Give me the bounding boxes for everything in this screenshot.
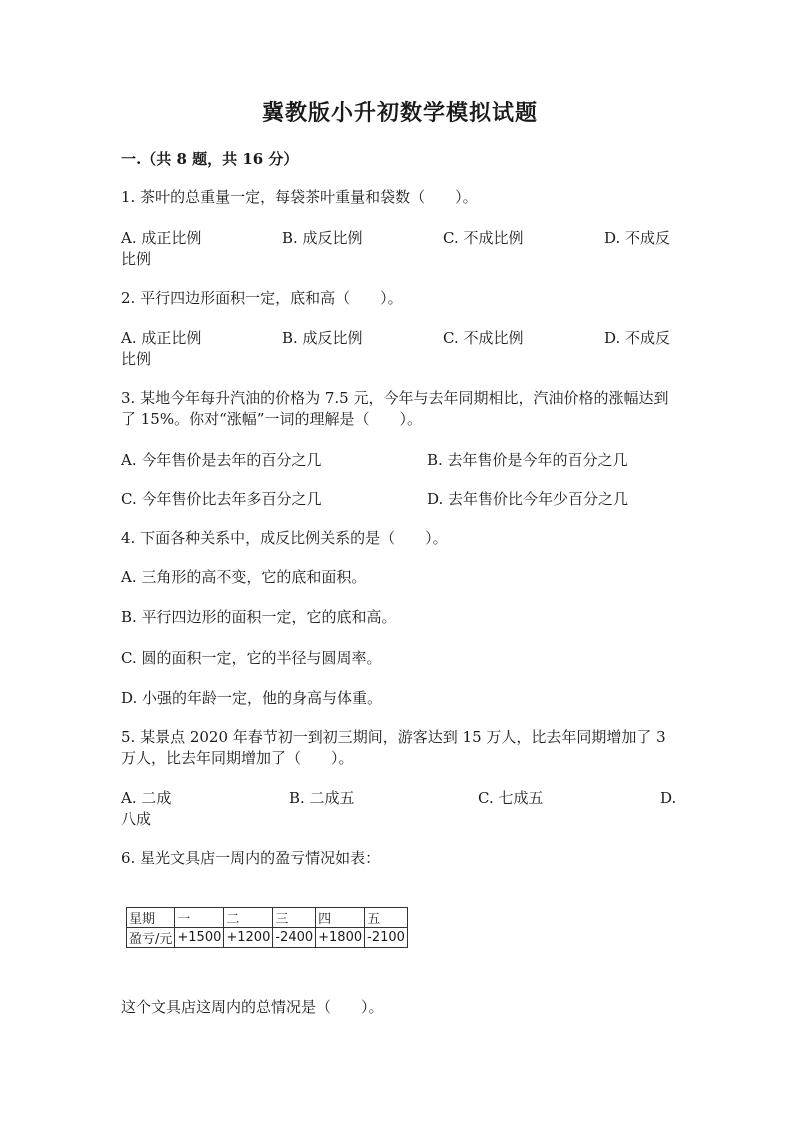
table-header-cell: 二 xyxy=(224,908,273,928)
page-title: 冀教版小升初数学模拟试题 xyxy=(261,100,538,126)
profit-loss-table xyxy=(126,907,408,948)
question-4-option-a[interactable]: A. 三角形的高不变，它的底和面积。 xyxy=(121,568,367,586)
table-row xyxy=(127,928,408,948)
question-2-option-d-wrap: 比例 xyxy=(121,350,152,368)
question-2-option-c[interactable]: C. 不成比例 xyxy=(443,329,524,347)
question-6-stem: 6. 星光文具店一周内的盈亏情况如表： xyxy=(121,849,381,867)
table-header-cell: 三 xyxy=(273,908,316,928)
section-header: 一.（共 8 题，共 16 分） xyxy=(121,150,299,168)
question-6-follow-up: 这个文具店这周内的总情况是（ ）。 xyxy=(121,998,384,1016)
table-cell: 盈亏/元 xyxy=(127,928,175,948)
question-1-option-d[interactable]: D. 不成反 xyxy=(604,229,671,247)
question-4-option-b[interactable]: B. 平行四边形的面积一定，它的底和高。 xyxy=(121,608,397,626)
question-1-option-a[interactable]: A. 成正比例 xyxy=(121,229,202,247)
question-1-stem: 1. 茶叶的总重量一定，每袋茶叶重量和袋数（ ）。 xyxy=(121,188,478,206)
question-4-option-c[interactable]: C. 圆的面积一定，它的半径与圆周率。 xyxy=(121,649,382,667)
table-header-row xyxy=(127,908,408,928)
question-3-stem: 3. 某地今年每升汽油的价格为 7.5 元，今年与去年同期相比，汽油价格的涨幅达到了 15%。你对“涨幅”一词的理解是（ ）。 xyxy=(121,389,669,428)
question-1-option-b[interactable]: B. 成反比例 xyxy=(282,229,363,247)
question-4-stem: 4. 下面各种关系中，成反比例关系的是（ ）。 xyxy=(121,529,448,547)
question-5-option-b[interactable]: B. 二成五 xyxy=(289,789,355,807)
question-5-option-d-wrap: 八成 xyxy=(121,810,152,828)
question-5-option-a[interactable]: A. 二成 xyxy=(121,789,172,807)
question-5-option-d[interactable]: D. xyxy=(660,789,677,807)
question-3-option-a[interactable]: A. 今年售价是去年的百分之几 xyxy=(121,451,322,469)
table-header-cell: 星期 xyxy=(127,908,175,928)
table-cell: -2100 xyxy=(365,928,408,948)
question-2-option-d[interactable]: D. 不成反 xyxy=(604,329,671,347)
table-header-cell: 五 xyxy=(365,908,408,928)
question-2-option-a[interactable]: A. 成正比例 xyxy=(121,329,202,347)
question-2-option-b[interactable]: B. 成反比例 xyxy=(282,329,363,347)
question-2-stem: 2. 平行四边形面积一定，底和高（ ）。 xyxy=(121,289,403,307)
question-3-option-b[interactable]: B. 去年售价是今年的百分之几 xyxy=(427,451,628,469)
table-cell: -2400 xyxy=(273,928,316,948)
table-header-cell: 四 xyxy=(316,908,365,928)
question-5-option-c[interactable]: C. 七成五 xyxy=(478,789,544,807)
table-header-cell: 一 xyxy=(175,908,224,928)
question-1-option-d-wrap: 比例 xyxy=(121,250,152,268)
question-5-stem: 5. 某景点 2020 年春节初一到初三期间，游客达到 15 万人，比去年同期增加了 3 万人，比去年同期增加了（ ）。 xyxy=(121,728,666,767)
question-3-option-d[interactable]: D. 去年售价比今年少百分之几 xyxy=(427,490,629,508)
table-cell: +1800 xyxy=(316,928,365,948)
question-1-option-c[interactable]: C. 不成比例 xyxy=(443,229,524,247)
table-cell: +1200 xyxy=(224,928,273,948)
question-4-option-d[interactable]: D. 小强的年龄一定，他的身高与体重。 xyxy=(121,689,383,707)
question-3-option-c[interactable]: C. 今年售价比去年多百分之几 xyxy=(121,490,322,508)
table-cell: +1500 xyxy=(175,928,224,948)
